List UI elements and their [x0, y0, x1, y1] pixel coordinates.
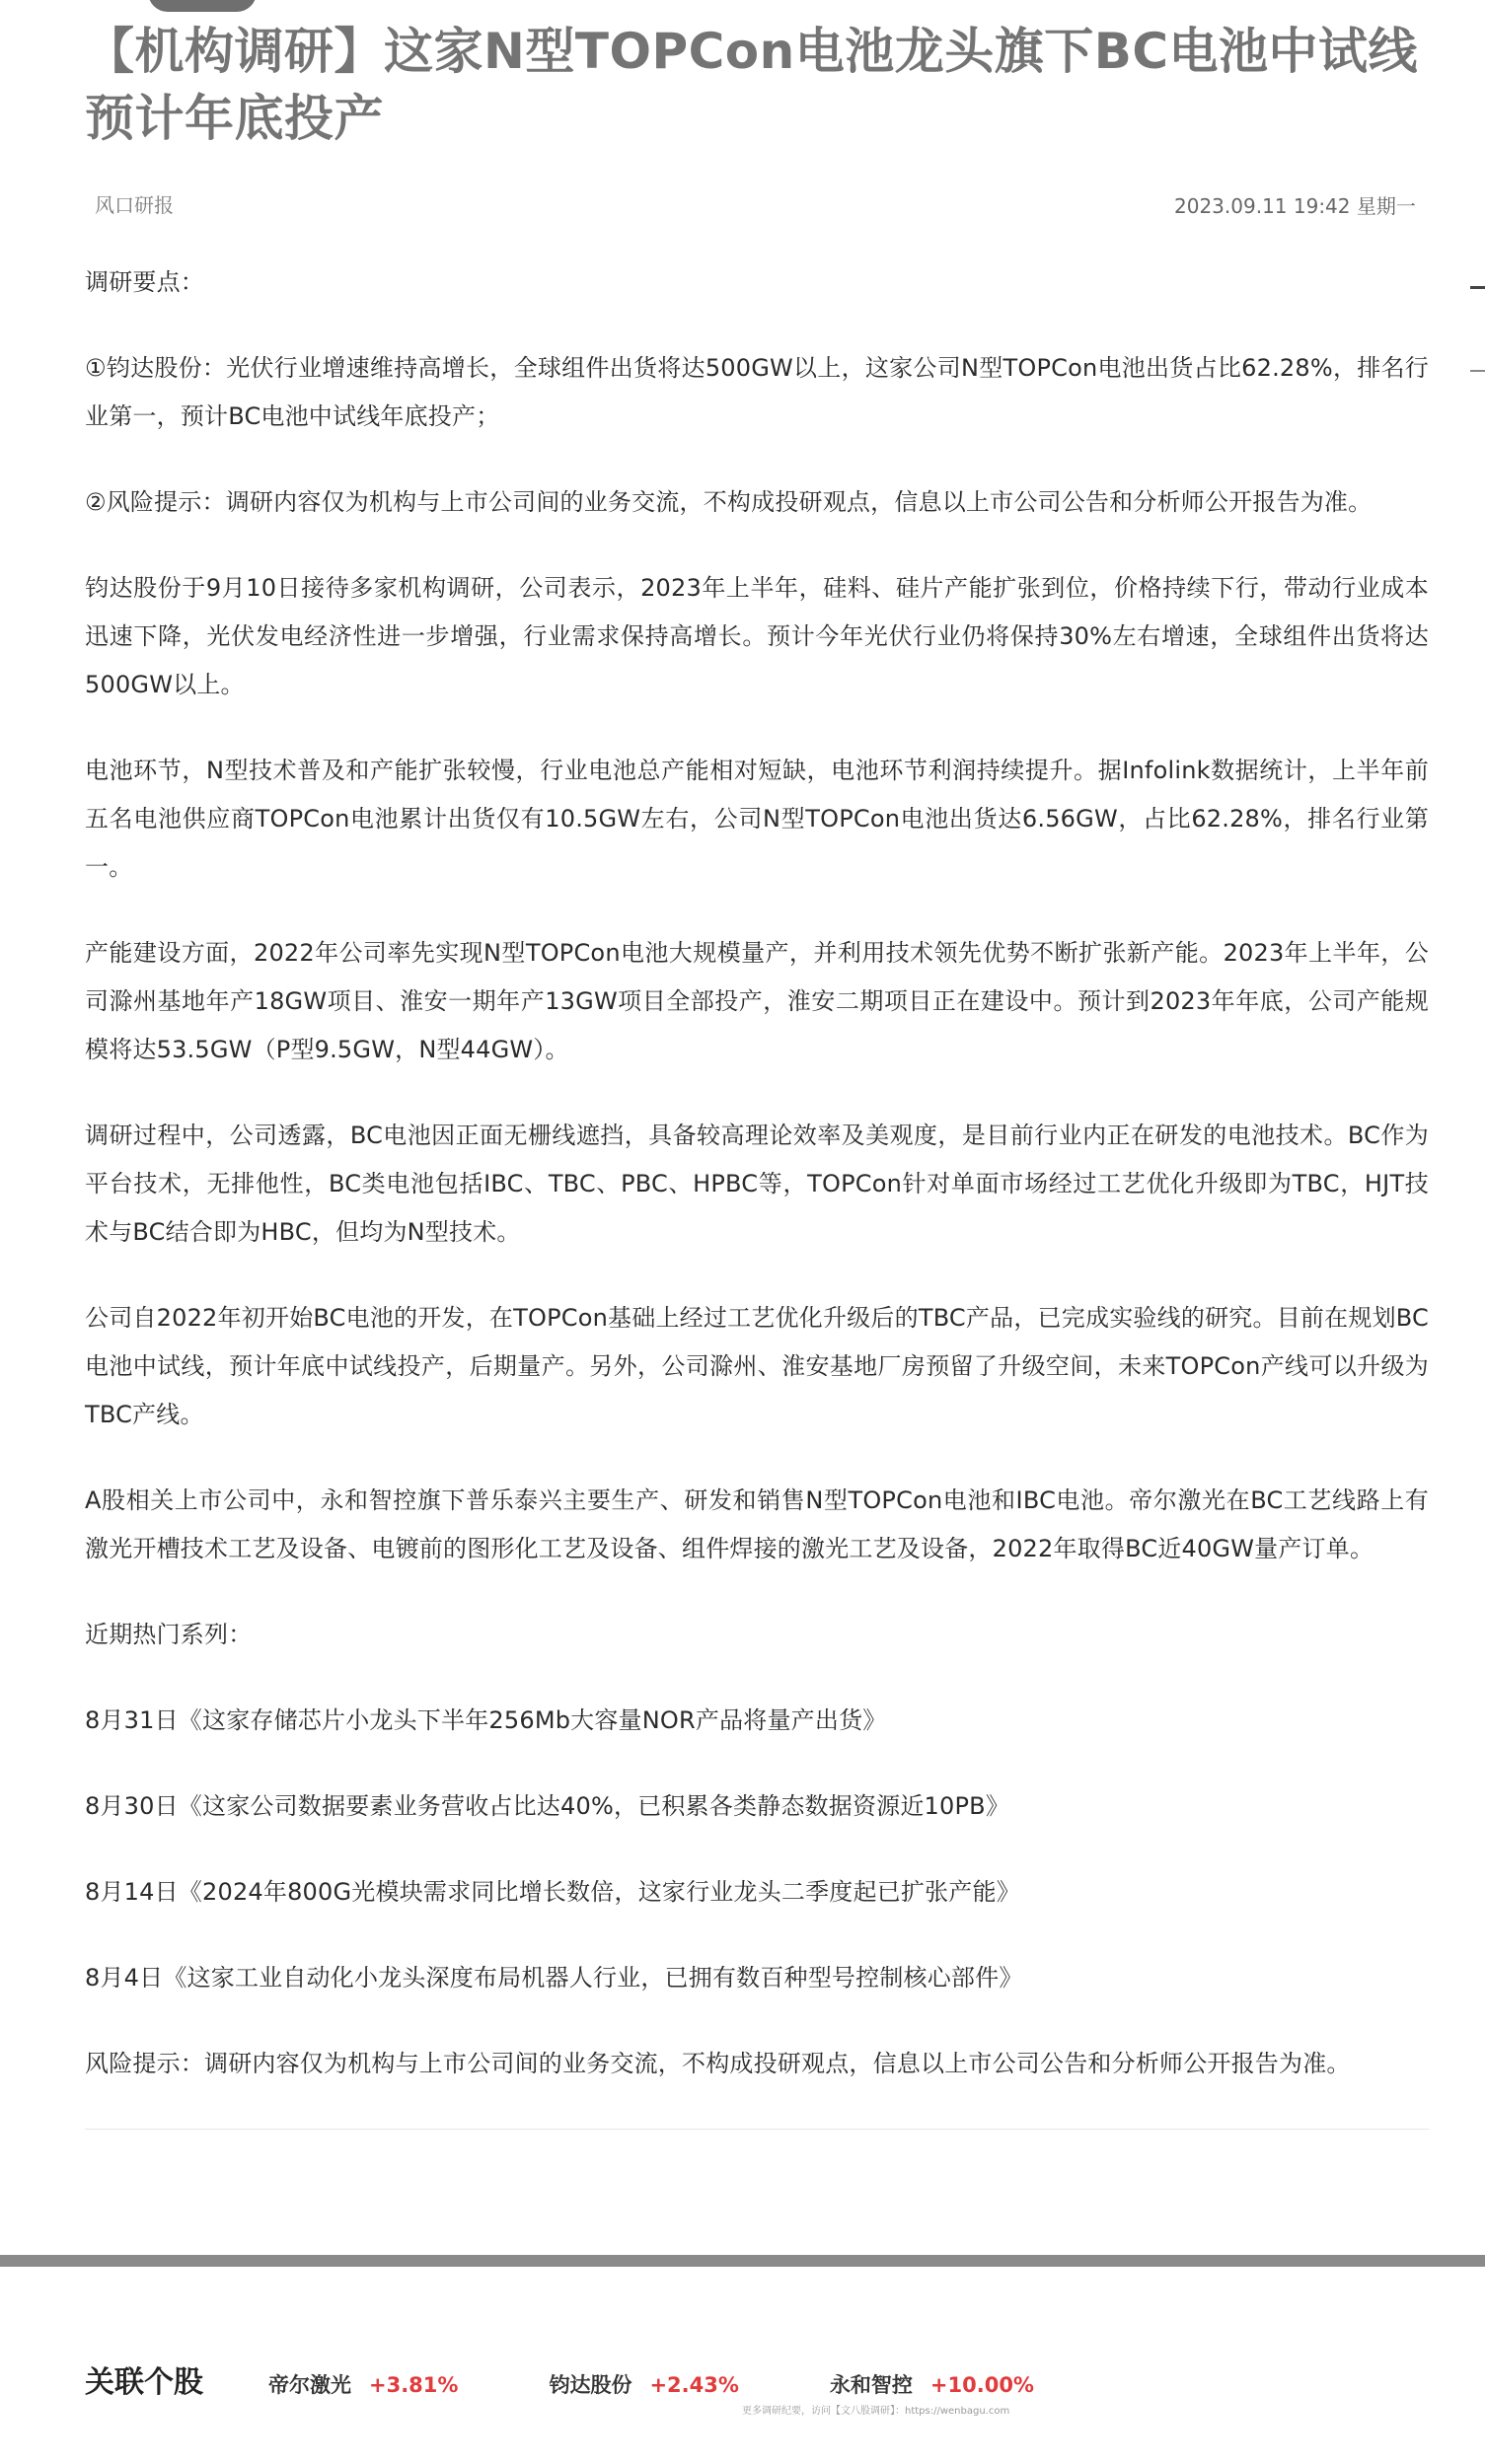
stock-item[interactable] — [549, 2369, 738, 2399]
stock-change: +2.43% — [649, 2373, 739, 2397]
article-title: 【机构调研】这家N型TOPCon电池龙头旗下BC电池中试线预计年底投产 — [85, 23, 1419, 147]
stock-name: 帝尔激光 — [268, 2373, 351, 2397]
body-paragraph: 调研过程中，公司透露，BC电池因正面无栅线遮挡，具备较高理论效率及美观度，是目前行业内正在研发的电池技术。BC作为平台技术，无排他性，BC类电池包括IBC、TBC、PBC、HPBC等，TOPCon针对单面市场经过工艺优化升级即为TBC，HJT技术与BC结合即为HBC，但均为N型技术。 — [85, 1122, 1429, 1246]
article-datetime: 2023.09.11 19:42 星期一 — [1174, 194, 1416, 218]
related-article-link[interactable]: 8月30日《这家公司数据要素业务营收占比达40%，已积累各类静态数据资源近10PB》 — [85, 1792, 1010, 1820]
body-paragraph: 产能建设方面，2022年公司率先实现N型TOPCon电池大规模量产，并利用技术领先优势不断扩张新产能。2023年上半年，公司滁州基地年产18GW项目、淮安一期年产13GW项目全部投产，淮安二期项目正在建设中。预计到2023年年底，公司产能规模将达53.5GW（P型9.5GW，N型44GW）。 — [85, 939, 1429, 1063]
body-paragraph: 公司自2022年初开始BC电池的开发，在TOPCon基础上经过工艺优化升级后的TBC产品，已完成实验线的研究。目前在规划BC电池中试线，预计年底中试线投产，后期量产。另外，公司滁州、淮安基地厂房预留了升级空间，未来TOPCon产线可以升级为TBC产线。 — [85, 1304, 1429, 1428]
stock-change: +10.00% — [929, 2373, 1034, 2397]
stock-name: 永和智控 — [829, 2373, 913, 2397]
scroll-edge-mark — [1470, 286, 1485, 289]
related-article-link[interactable]: 8月31日《这家存储芯片小龙头下半年256Mb大容量NOR产品将量产出货》 — [85, 1706, 887, 1734]
body-paragraph: 钧达股份于9月10日接待多家机构调研，公司表示，2023年上半年，硅料、硅片产能扩张到位，价格持续下行，带动行业成本迅速下降，光伏发电经济性进一步增强，行业需求保持高增长。预计今年光伏行业仍将保持30%左右增速，全球组件出货将达500GW以上。 — [85, 574, 1429, 698]
stock-name: 钧达股份 — [549, 2373, 632, 2397]
body-paragraph: A股相关上市公司中，永和智控旗下普乐泰兴主要生产、研发和销售N型TOPCon电池和IBC电池。帝尔激光在BC工艺线路上有激光开槽技术工艺及设备、电镀前的图形化工艺及设备、组件焊接的激光工艺及设备，2022年取得BC近40GW量产订单。 — [85, 1486, 1429, 1562]
related-stocks-title: 关联个股 — [85, 2365, 203, 2400]
top-overlay-shape — [148, 0, 257, 12]
stock-item[interactable] — [268, 2369, 458, 2399]
risk-disclaimer: 风险提示：调研内容仅为机构与上市公司间的业务交流，不构成投研观点，信息以上市公司公告和分析师公开报告为准。 — [85, 2050, 1351, 2077]
related-article-link[interactable]: 8月14日《2024年800G光模块需求同比增长数倍，这家行业龙头二季度起已扩张产能》 — [85, 1878, 1020, 1906]
key-point: ①钧达股份：光伏行业增速维持高增长，全球组件出货将达500GW以上，这家公司N型TOPCon电池出货占比62.28%，排名行业第一，预计BC电池中试线年底投产； — [85, 354, 1429, 430]
section-heading: 近期热门系列： — [85, 1621, 253, 1648]
body-paragraph: 电池环节，N型技术普及和产能扩张较慢，行业电池总产能相对短缺，电池环节利润持续提升。据Infolink数据统计，上半年前五名电池供应商TOPCon电池累计出货仅有10.5GW左右，公司N型TOPCon电池出货达6.56GW，占比62.28%，排名行业第一。 — [85, 757, 1429, 881]
section-heading: 调研要点： — [85, 268, 204, 296]
related-article-link[interactable]: 8月4日《这家工业自动化小龙头深度布局机器人行业，已拥有数百种型号控制核心部件》 — [85, 1964, 1023, 1992]
article-body — [85, 258, 1429, 2126]
watermark-footnote: 更多调研纪要，访问【文八股调研】：https://wenbagu.com — [742, 2406, 1010, 2417]
article-source[interactable]: 风口研报 — [95, 193, 174, 217]
content-divider — [85, 2129, 1429, 2130]
key-point: ②风险提示：调研内容仅为机构与上市公司间的业务交流，不构成投研观点，信息以上市公司公告和分析师公开报告为准。 — [85, 488, 1373, 516]
stock-item[interactable] — [830, 2369, 1034, 2399]
stock-change: +3.81% — [369, 2373, 459, 2397]
section-separator-band — [0, 2255, 1485, 2267]
scroll-edge-mark — [1470, 370, 1485, 372]
related-stocks-bar — [85, 2357, 1125, 2401]
